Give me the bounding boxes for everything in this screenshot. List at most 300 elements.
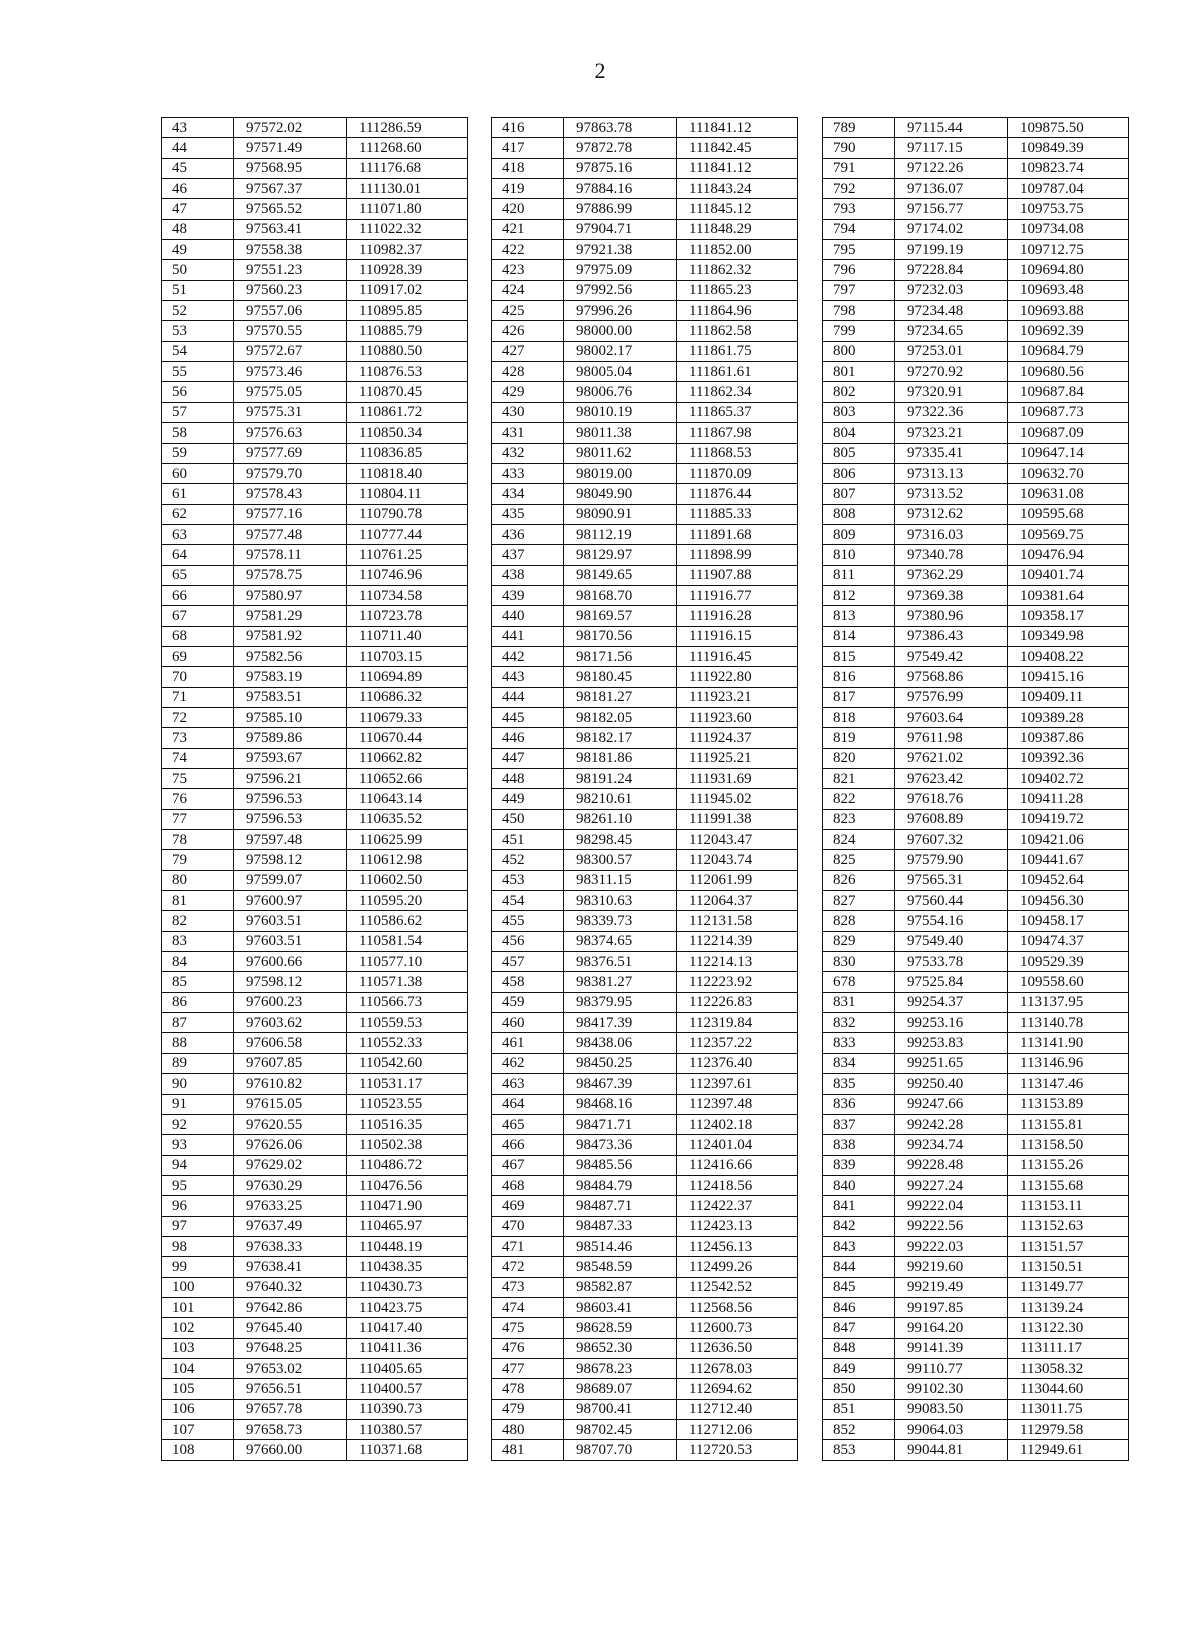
y-coordinate-cell: 109408.22 — [1008, 646, 1129, 666]
y-coordinate-cell: 110586.62 — [347, 911, 468, 931]
point-number-cell: 452 — [492, 850, 564, 870]
x-coordinate-cell: 97598.12 — [234, 972, 347, 992]
point-number-cell: 103 — [162, 1338, 234, 1358]
point-number-cell: 85 — [162, 972, 234, 992]
y-coordinate-cell: 112214.13 — [677, 952, 798, 972]
point-number-cell: 55 — [162, 362, 234, 382]
table-row — [162, 850, 468, 870]
x-coordinate-cell: 98438.06 — [564, 1033, 677, 1053]
y-coordinate-cell: 109358.17 — [1008, 606, 1129, 626]
point-number-cell: 417 — [492, 138, 564, 158]
table-row — [492, 524, 798, 544]
y-coordinate-cell: 110430.73 — [347, 1277, 468, 1297]
x-coordinate-cell: 97600.23 — [234, 992, 347, 1012]
y-coordinate-cell: 110465.97 — [347, 1216, 468, 1236]
point-number-cell: 68 — [162, 626, 234, 646]
table-row — [823, 1257, 1129, 1277]
y-coordinate-cell: 111898.99 — [677, 545, 798, 565]
y-coordinate-cell: 110595.20 — [347, 891, 468, 911]
x-coordinate-cell: 97577.16 — [234, 504, 347, 524]
x-coordinate-cell: 97570.55 — [234, 321, 347, 341]
table-row — [162, 179, 468, 199]
y-coordinate-cell: 113058.32 — [1008, 1358, 1129, 1378]
x-coordinate-cell: 97583.19 — [234, 667, 347, 687]
point-number-cell: 474 — [492, 1297, 564, 1317]
x-coordinate-cell: 97638.33 — [234, 1236, 347, 1256]
x-coordinate-cell: 99197.85 — [895, 1297, 1008, 1317]
table-row — [162, 280, 468, 300]
y-coordinate-cell: 112456.13 — [677, 1236, 798, 1256]
table-row — [162, 443, 468, 463]
y-coordinate-cell: 110405.65 — [347, 1358, 468, 1378]
point-number-cell: 852 — [823, 1420, 895, 1440]
point-number-cell: 84 — [162, 952, 234, 972]
y-coordinate-cell: 110670.44 — [347, 728, 468, 748]
x-coordinate-cell: 98311.15 — [564, 870, 677, 890]
y-coordinate-cell: 111865.23 — [677, 280, 798, 300]
point-number-cell: 456 — [492, 931, 564, 951]
table-row — [823, 1013, 1129, 1033]
x-coordinate-cell: 99110.77 — [895, 1358, 1008, 1378]
x-coordinate-cell: 99242.28 — [895, 1114, 1008, 1134]
table-row — [823, 606, 1129, 626]
y-coordinate-cell: 113139.24 — [1008, 1297, 1129, 1317]
point-number-cell: 837 — [823, 1114, 895, 1134]
x-coordinate-cell: 98603.41 — [564, 1297, 677, 1317]
x-coordinate-cell: 97568.86 — [895, 667, 1008, 687]
table-row — [492, 443, 798, 463]
table-row — [162, 1216, 468, 1236]
x-coordinate-cell: 98689.07 — [564, 1379, 677, 1399]
point-number-cell: 825 — [823, 850, 895, 870]
point-number-cell: 67 — [162, 606, 234, 626]
point-number-cell: 102 — [162, 1318, 234, 1338]
y-coordinate-cell: 110602.50 — [347, 870, 468, 890]
y-coordinate-cell: 112423.13 — [677, 1216, 798, 1236]
y-coordinate-cell: 112402.18 — [677, 1114, 798, 1134]
table-row — [823, 138, 1129, 158]
table-row — [492, 219, 798, 239]
table-row — [823, 1175, 1129, 1195]
table-row — [162, 891, 468, 911]
y-coordinate-cell: 109458.17 — [1008, 911, 1129, 931]
y-coordinate-cell: 110417.40 — [347, 1318, 468, 1338]
y-coordinate-cell: 109694.80 — [1008, 260, 1129, 280]
y-coordinate-cell: 111286.59 — [347, 118, 468, 138]
x-coordinate-cell: 97620.55 — [234, 1114, 347, 1134]
x-coordinate-cell: 98417.39 — [564, 1013, 677, 1033]
point-number-cell: 45 — [162, 158, 234, 178]
y-coordinate-cell: 110371.68 — [347, 1440, 468, 1460]
point-number-cell: 57 — [162, 402, 234, 422]
point-number-cell: 467 — [492, 1155, 564, 1175]
y-coordinate-cell: 109409.11 — [1008, 687, 1129, 707]
point-number-cell: 46 — [162, 179, 234, 199]
point-number-cell: 791 — [823, 158, 895, 178]
x-coordinate-cell: 99222.56 — [895, 1216, 1008, 1236]
y-coordinate-cell: 112542.52 — [677, 1277, 798, 1297]
table-row — [162, 769, 468, 789]
table-row — [492, 1399, 798, 1419]
x-coordinate-cell: 97611.98 — [895, 728, 1008, 748]
point-number-cell: 805 — [823, 443, 895, 463]
table-row — [492, 301, 798, 321]
table-row — [823, 280, 1129, 300]
y-coordinate-cell: 112720.53 — [677, 1440, 798, 1460]
x-coordinate-cell: 98473.36 — [564, 1135, 677, 1155]
y-coordinate-cell: 111925.21 — [677, 748, 798, 768]
point-number-cell: 455 — [492, 911, 564, 931]
x-coordinate-cell: 99083.50 — [895, 1399, 1008, 1419]
table-row — [162, 158, 468, 178]
x-coordinate-cell: 97603.62 — [234, 1013, 347, 1033]
y-coordinate-cell: 112401.04 — [677, 1135, 798, 1155]
table-row — [492, 687, 798, 707]
y-coordinate-cell: 112678.03 — [677, 1358, 798, 1378]
table-row — [823, 179, 1129, 199]
x-coordinate-cell: 97576.99 — [895, 687, 1008, 707]
point-number-cell: 80 — [162, 870, 234, 890]
x-coordinate-cell: 97575.31 — [234, 402, 347, 422]
y-coordinate-cell: 109452.64 — [1008, 870, 1129, 890]
x-coordinate-cell: 98210.61 — [564, 789, 677, 809]
x-coordinate-cell: 97313.52 — [895, 484, 1008, 504]
point-number-cell: 47 — [162, 199, 234, 219]
x-coordinate-cell: 97122.26 — [895, 158, 1008, 178]
y-coordinate-cell: 113044.60 — [1008, 1379, 1129, 1399]
point-number-cell: 818 — [823, 707, 895, 727]
y-coordinate-cell: 113152.63 — [1008, 1216, 1129, 1236]
point-number-cell: 449 — [492, 789, 564, 809]
point-number-cell: 78 — [162, 830, 234, 850]
table-row — [823, 585, 1129, 605]
table-row — [823, 524, 1129, 544]
table-row — [823, 1358, 1129, 1378]
x-coordinate-cell: 98471.71 — [564, 1114, 677, 1134]
x-coordinate-cell: 97996.26 — [564, 301, 677, 321]
y-coordinate-cell: 111848.29 — [677, 219, 798, 239]
table-row — [492, 545, 798, 565]
y-coordinate-cell: 111907.88 — [677, 565, 798, 585]
y-coordinate-cell: 111862.34 — [677, 382, 798, 402]
y-coordinate-cell: 110531.17 — [347, 1074, 468, 1094]
point-number-cell: 453 — [492, 870, 564, 890]
point-number-cell: 91 — [162, 1094, 234, 1114]
y-coordinate-cell: 111868.53 — [677, 443, 798, 463]
point-number-cell: 76 — [162, 789, 234, 809]
table-row — [492, 362, 798, 382]
point-number-cell: 480 — [492, 1420, 564, 1440]
table-body — [492, 118, 798, 1461]
x-coordinate-cell: 97563.41 — [234, 219, 347, 239]
table-row — [823, 199, 1129, 219]
x-coordinate-cell: 97369.38 — [895, 585, 1008, 605]
point-number-cell: 812 — [823, 585, 895, 605]
table-row — [162, 1318, 468, 1338]
y-coordinate-cell: 109529.39 — [1008, 952, 1129, 972]
table-row — [162, 931, 468, 951]
point-number-cell: 450 — [492, 809, 564, 829]
table-row — [823, 504, 1129, 524]
table-row — [162, 1074, 468, 1094]
table-row — [823, 1216, 1129, 1236]
point-number-cell: 94 — [162, 1155, 234, 1175]
point-number-cell: 835 — [823, 1074, 895, 1094]
x-coordinate-cell: 97660.00 — [234, 1440, 347, 1460]
point-number-cell: 795 — [823, 240, 895, 260]
point-number-cell: 442 — [492, 646, 564, 666]
y-coordinate-cell: 110895.85 — [347, 301, 468, 321]
point-number-cell: 56 — [162, 382, 234, 402]
y-coordinate-cell: 110612.98 — [347, 850, 468, 870]
x-coordinate-cell: 97582.56 — [234, 646, 347, 666]
table-row — [823, 118, 1129, 138]
table-row — [492, 1155, 798, 1175]
point-number-cell: 468 — [492, 1175, 564, 1195]
y-coordinate-cell: 111841.12 — [677, 158, 798, 178]
y-coordinate-cell: 111931.69 — [677, 769, 798, 789]
point-number-cell: 83 — [162, 931, 234, 951]
x-coordinate-cell: 97322.36 — [895, 402, 1008, 422]
x-coordinate-cell: 97645.40 — [234, 1318, 347, 1338]
table-row — [823, 484, 1129, 504]
table-row — [492, 1236, 798, 1256]
point-number-cell: 77 — [162, 809, 234, 829]
y-coordinate-cell: 110761.25 — [347, 545, 468, 565]
table-row — [162, 972, 468, 992]
point-number-cell: 843 — [823, 1236, 895, 1256]
point-number-cell: 107 — [162, 1420, 234, 1440]
point-number-cell: 830 — [823, 952, 895, 972]
x-coordinate-cell: 98090.91 — [564, 504, 677, 524]
table-row — [162, 1440, 468, 1460]
point-number-cell: 806 — [823, 463, 895, 483]
x-coordinate-cell: 97600.97 — [234, 891, 347, 911]
x-coordinate-cell: 98702.45 — [564, 1420, 677, 1440]
y-coordinate-cell: 112214.39 — [677, 931, 798, 951]
y-coordinate-cell: 111885.33 — [677, 504, 798, 524]
y-coordinate-cell: 110686.32 — [347, 687, 468, 707]
x-coordinate-cell: 97576.63 — [234, 423, 347, 443]
table-row — [823, 626, 1129, 646]
y-coordinate-cell: 110694.89 — [347, 667, 468, 687]
table-row — [492, 748, 798, 768]
x-coordinate-cell: 98300.57 — [564, 850, 677, 870]
point-number-cell: 72 — [162, 707, 234, 727]
table-row — [492, 1358, 798, 1378]
table-row — [162, 1094, 468, 1114]
x-coordinate-cell: 97228.84 — [895, 260, 1008, 280]
point-number-cell: 839 — [823, 1155, 895, 1175]
y-coordinate-cell: 109875.50 — [1008, 118, 1129, 138]
point-number-cell: 809 — [823, 524, 895, 544]
point-number-cell: 64 — [162, 545, 234, 565]
y-coordinate-cell: 111130.01 — [347, 179, 468, 199]
x-coordinate-cell: 97232.03 — [895, 280, 1008, 300]
x-coordinate-cell: 98002.17 — [564, 341, 677, 361]
point-number-cell: 816 — [823, 667, 895, 687]
y-coordinate-cell: 110486.72 — [347, 1155, 468, 1175]
y-coordinate-cell: 109476.94 — [1008, 545, 1129, 565]
y-coordinate-cell: 113158.50 — [1008, 1135, 1129, 1155]
y-coordinate-cell: 110516.35 — [347, 1114, 468, 1134]
x-coordinate-cell: 98181.86 — [564, 748, 677, 768]
point-number-cell: 441 — [492, 626, 564, 646]
table-row — [162, 463, 468, 483]
y-coordinate-cell: 109692.39 — [1008, 321, 1129, 341]
table-row — [492, 891, 798, 911]
point-number-cell: 803 — [823, 402, 895, 422]
point-number-cell: 828 — [823, 911, 895, 931]
x-coordinate-cell: 97589.86 — [234, 728, 347, 748]
table-row — [492, 1420, 798, 1440]
x-coordinate-cell: 99253.83 — [895, 1033, 1008, 1053]
table-row — [162, 1155, 468, 1175]
y-coordinate-cell: 112949.61 — [1008, 1440, 1129, 1460]
y-coordinate-cell: 109381.64 — [1008, 585, 1129, 605]
table-row — [162, 707, 468, 727]
table-row — [492, 769, 798, 789]
point-number-cell: 424 — [492, 280, 564, 300]
x-coordinate-cell: 98467.39 — [564, 1074, 677, 1094]
table-row — [823, 830, 1129, 850]
x-coordinate-cell: 98180.45 — [564, 667, 677, 687]
x-coordinate-cell: 97600.66 — [234, 952, 347, 972]
y-coordinate-cell: 109753.75 — [1008, 199, 1129, 219]
point-number-cell: 479 — [492, 1399, 564, 1419]
x-coordinate-cell: 98548.59 — [564, 1257, 677, 1277]
table-row — [823, 809, 1129, 829]
x-coordinate-cell: 98652.30 — [564, 1338, 677, 1358]
table-row — [823, 891, 1129, 911]
table-row — [823, 728, 1129, 748]
y-coordinate-cell: 109687.09 — [1008, 423, 1129, 443]
table-row — [492, 1379, 798, 1399]
y-coordinate-cell: 109693.48 — [1008, 280, 1129, 300]
y-coordinate-cell: 109647.14 — [1008, 443, 1129, 463]
point-number-cell: 446 — [492, 728, 564, 748]
y-coordinate-cell: 111843.24 — [677, 179, 798, 199]
x-coordinate-cell: 98261.10 — [564, 809, 677, 829]
x-coordinate-cell: 97633.25 — [234, 1196, 347, 1216]
y-coordinate-cell: 109421.06 — [1008, 830, 1129, 850]
point-number-cell: 829 — [823, 931, 895, 951]
y-coordinate-cell: 110679.33 — [347, 707, 468, 727]
y-coordinate-cell: 110581.54 — [347, 931, 468, 951]
table-row — [162, 1297, 468, 1317]
table-row — [823, 260, 1129, 280]
point-number-cell: 106 — [162, 1399, 234, 1419]
y-coordinate-cell: 113011.75 — [1008, 1399, 1129, 1419]
x-coordinate-cell: 97525.84 — [895, 972, 1008, 992]
table-row — [823, 789, 1129, 809]
y-coordinate-cell: 113111.17 — [1008, 1338, 1129, 1358]
point-number-cell: 51 — [162, 280, 234, 300]
point-number-cell: 70 — [162, 667, 234, 687]
point-number-cell: 432 — [492, 443, 564, 463]
table-row — [162, 646, 468, 666]
y-coordinate-cell: 111922.80 — [677, 667, 798, 687]
y-coordinate-cell: 113155.81 — [1008, 1114, 1129, 1134]
table-row — [823, 1277, 1129, 1297]
y-coordinate-cell: 109631.08 — [1008, 484, 1129, 504]
point-number-cell: 797 — [823, 280, 895, 300]
point-number-cell: 60 — [162, 463, 234, 483]
x-coordinate-cell: 98191.24 — [564, 769, 677, 789]
table-row — [823, 707, 1129, 727]
table-row — [492, 585, 798, 605]
y-coordinate-cell: 112416.66 — [677, 1155, 798, 1175]
point-number-cell: 477 — [492, 1358, 564, 1378]
x-coordinate-cell: 97607.32 — [895, 830, 1008, 850]
point-number-cell: 460 — [492, 1013, 564, 1033]
x-coordinate-cell: 97603.51 — [234, 931, 347, 951]
point-number-cell: 827 — [823, 891, 895, 911]
point-number-cell: 82 — [162, 911, 234, 931]
x-coordinate-cell: 99164.20 — [895, 1318, 1008, 1338]
x-coordinate-cell: 99222.04 — [895, 1196, 1008, 1216]
y-coordinate-cell: 110711.40 — [347, 626, 468, 646]
table-row — [823, 911, 1129, 931]
y-coordinate-cell: 113153.89 — [1008, 1094, 1129, 1114]
table-row — [162, 606, 468, 626]
x-coordinate-cell: 99102.30 — [895, 1379, 1008, 1399]
point-number-cell: 108 — [162, 1440, 234, 1460]
x-coordinate-cell: 97863.78 — [564, 118, 677, 138]
y-coordinate-cell: 109415.16 — [1008, 667, 1129, 687]
point-number-cell: 52 — [162, 301, 234, 321]
x-coordinate-cell: 97565.52 — [234, 199, 347, 219]
table-row — [162, 565, 468, 585]
table-row — [162, 260, 468, 280]
y-coordinate-cell: 110917.02 — [347, 280, 468, 300]
y-coordinate-cell: 110423.75 — [347, 1297, 468, 1317]
x-coordinate-cell: 98381.27 — [564, 972, 677, 992]
table-row — [823, 646, 1129, 666]
table-row — [823, 1338, 1129, 1358]
table-row — [162, 301, 468, 321]
table-row — [492, 382, 798, 402]
x-coordinate-cell: 97607.85 — [234, 1053, 347, 1073]
point-number-cell: 96 — [162, 1196, 234, 1216]
y-coordinate-cell: 111842.45 — [677, 138, 798, 158]
y-coordinate-cell: 110723.78 — [347, 606, 468, 626]
y-coordinate-cell: 109693.88 — [1008, 301, 1129, 321]
point-number-cell: 444 — [492, 687, 564, 707]
point-number-cell: 426 — [492, 321, 564, 341]
x-coordinate-cell: 98310.63 — [564, 891, 677, 911]
x-coordinate-cell: 97335.41 — [895, 443, 1008, 463]
y-coordinate-cell: 112043.47 — [677, 830, 798, 850]
x-coordinate-cell: 99250.40 — [895, 1074, 1008, 1094]
x-coordinate-cell: 97579.90 — [895, 850, 1008, 870]
point-number-cell: 845 — [823, 1277, 895, 1297]
x-coordinate-cell: 97571.49 — [234, 138, 347, 158]
coordinate-table-3 — [822, 117, 1129, 1461]
x-coordinate-cell: 97313.13 — [895, 463, 1008, 483]
x-coordinate-cell: 98582.87 — [564, 1277, 677, 1297]
table-row — [162, 1135, 468, 1155]
x-coordinate-cell: 98000.00 — [564, 321, 677, 341]
y-coordinate-cell: 110790.78 — [347, 504, 468, 524]
y-coordinate-cell: 112499.26 — [677, 1257, 798, 1277]
table-row — [823, 402, 1129, 422]
y-coordinate-cell: 110746.96 — [347, 565, 468, 585]
y-coordinate-cell: 111861.61 — [677, 362, 798, 382]
point-number-cell: 95 — [162, 1175, 234, 1195]
y-coordinate-cell: 111852.00 — [677, 240, 798, 260]
point-number-cell: 430 — [492, 402, 564, 422]
